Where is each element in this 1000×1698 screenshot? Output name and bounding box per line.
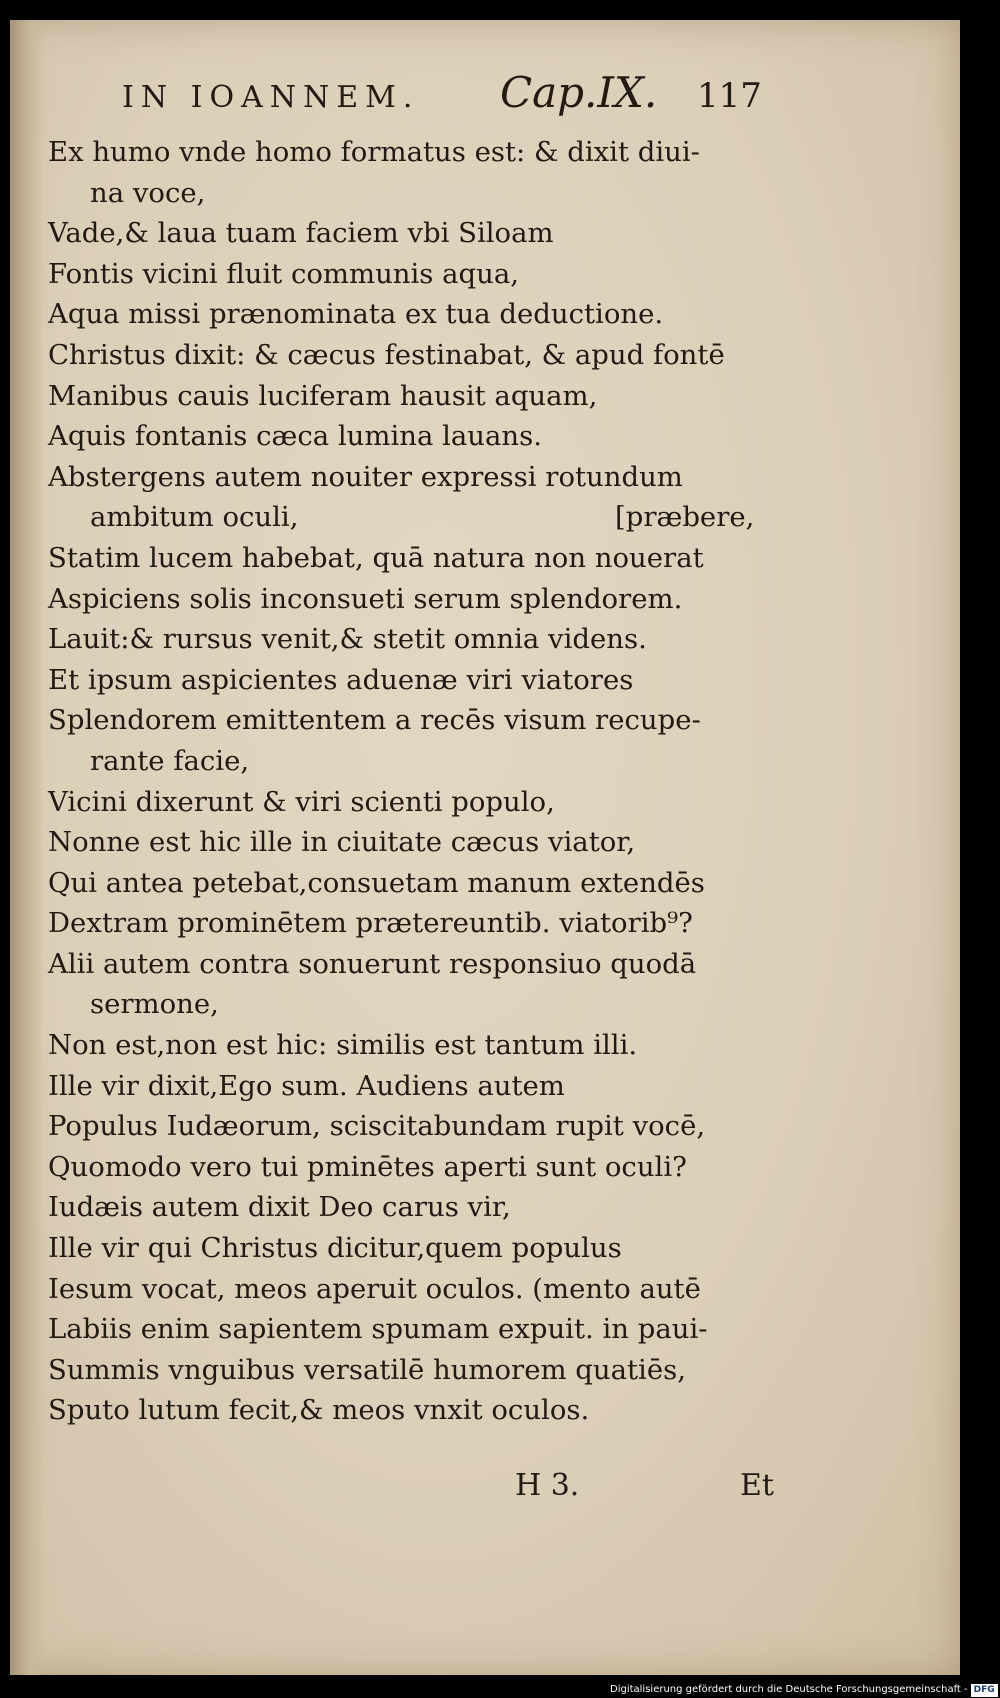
text-line: [48, 1309, 788, 1350]
signature-mark: H 3.: [515, 1468, 580, 1503]
line-text: Abstergens autem nouiter expressi rotundum: [48, 460, 683, 493]
text-line: [48, 579, 788, 620]
text-line: [48, 944, 788, 985]
text-line: [48, 1228, 788, 1269]
text-line: [48, 376, 788, 417]
line-text: Ille vir qui Christus dicitur,quem populus: [48, 1232, 622, 1265]
text-line: [48, 1390, 788, 1431]
text-line: [48, 294, 788, 335]
line-text: na voce,: [90, 176, 206, 209]
line-text: Ex humo vnde homo formatus est: & dixit diui-: [48, 136, 700, 168]
line-text: Aspiciens solis inconsueti serum splendorem.: [48, 582, 683, 615]
line-text: Alii autem contra sonuerunt responsiuo quodā: [48, 947, 697, 980]
text-line: [48, 1147, 788, 1188]
text-line: [48, 497, 788, 538]
line-text: Vicini dixerunt & viri scienti populo,: [48, 785, 555, 818]
text-line: [48, 457, 788, 498]
line-text: Labiis enim sapientem spumam expuit. in paui-: [48, 1313, 708, 1346]
dfg-logo: DFG: [971, 1684, 998, 1697]
text-line: [48, 700, 788, 741]
text-line: [48, 173, 788, 214]
page-gutter: [10, 20, 44, 1675]
chapter-heading: Cap.IX.: [500, 68, 658, 117]
text-line: [48, 741, 788, 782]
line-text: Summis vnguibus versatilē humorem quatiēs,: [48, 1353, 686, 1386]
page-number: 117: [697, 76, 762, 116]
line-text: Dextram prominētem prætereuntib. viatorib⁹?: [48, 907, 693, 940]
running-title: IN IOANNEM.: [122, 80, 420, 115]
text-line: [48, 1350, 788, 1391]
verse-text: [48, 132, 788, 1431]
page-footer: [515, 1468, 785, 1518]
text-line: [48, 1269, 788, 1310]
line-text: Aqua missi prænominata ex tua deductione.: [48, 298, 664, 331]
line-text: Populus Iudæorum, sciscitabundam rupit vocē,: [48, 1110, 706, 1143]
page-header: [122, 68, 762, 128]
text-line: [48, 132, 788, 173]
line-text: Quomodo vero tui pminētes aperti sunt oculi?: [48, 1150, 687, 1183]
text-line: [48, 782, 788, 823]
credit-text: Digitalisierung gefördert durch die Deutsche Forschungsgemeinschaft -: [610, 1684, 968, 1695]
line-text: Iudæis autem dixit Deo carus vir,: [48, 1191, 511, 1224]
text-line: [48, 660, 788, 701]
text-line: [48, 213, 788, 254]
text-line: [48, 254, 788, 295]
text-line: [48, 538, 788, 579]
text-line: [48, 984, 788, 1025]
line-text: ambitum oculi,: [90, 501, 299, 534]
line-text: Sputo lutum fecit,& meos vnxit oculos.: [48, 1394, 590, 1427]
line-text: Et ipsum aspicientes aduenæ viri viatores: [48, 663, 634, 696]
line-text: Aquis fontanis cæca lumina lauans.: [48, 420, 542, 453]
line-text: sermone,: [90, 988, 219, 1021]
line-text: Non est,non est hic: similis est tantum illi.: [48, 1029, 638, 1062]
line-text: Christus dixit: & cæcus festinabat, & apud fontē: [48, 338, 725, 371]
text-line: [48, 619, 788, 660]
line-text: Qui antea petebat,consuetam manum extendēs: [48, 866, 705, 899]
line-text: rante facie,: [90, 744, 250, 777]
text-line: [48, 903, 788, 944]
text-line: [48, 822, 788, 863]
text-line: [48, 1025, 788, 1066]
text-line: [48, 416, 788, 457]
text-line: [48, 863, 788, 904]
text-line: [48, 1066, 788, 1107]
text-line: [48, 1187, 788, 1228]
catchword: Et: [740, 1468, 774, 1503]
book-page: [10, 20, 960, 1675]
line-text: Iesum vocat, meos aperuit oculos. (mento autē: [48, 1272, 701, 1305]
line-text: Fontis vicini fluit communis aqua,: [48, 257, 519, 290]
text-line: [48, 335, 788, 376]
digitization-credit: [610, 1681, 995, 1698]
line-text: Nonne est hic ille in ciuitate cæcus viator,: [48, 826, 636, 859]
line-text: Splendorem emittentem a recēs visum recupe-: [48, 704, 701, 737]
line-text: Ille vir dixit,Ego sum. Audiens autem: [48, 1069, 565, 1102]
line-text: Statim lucem habebat, quā natura non nouerat: [48, 541, 704, 574]
line-text: Manibus cauis luciferam hausit aquam,: [48, 379, 598, 412]
text-line: [48, 1106, 788, 1147]
line-text: Vade,& laua tuam faciem vbi Siloam: [48, 217, 554, 250]
line-overflow-text: [præbere,: [615, 501, 755, 534]
line-text: Lauit:& rursus venit,& stetit omnia videns.: [48, 623, 647, 656]
